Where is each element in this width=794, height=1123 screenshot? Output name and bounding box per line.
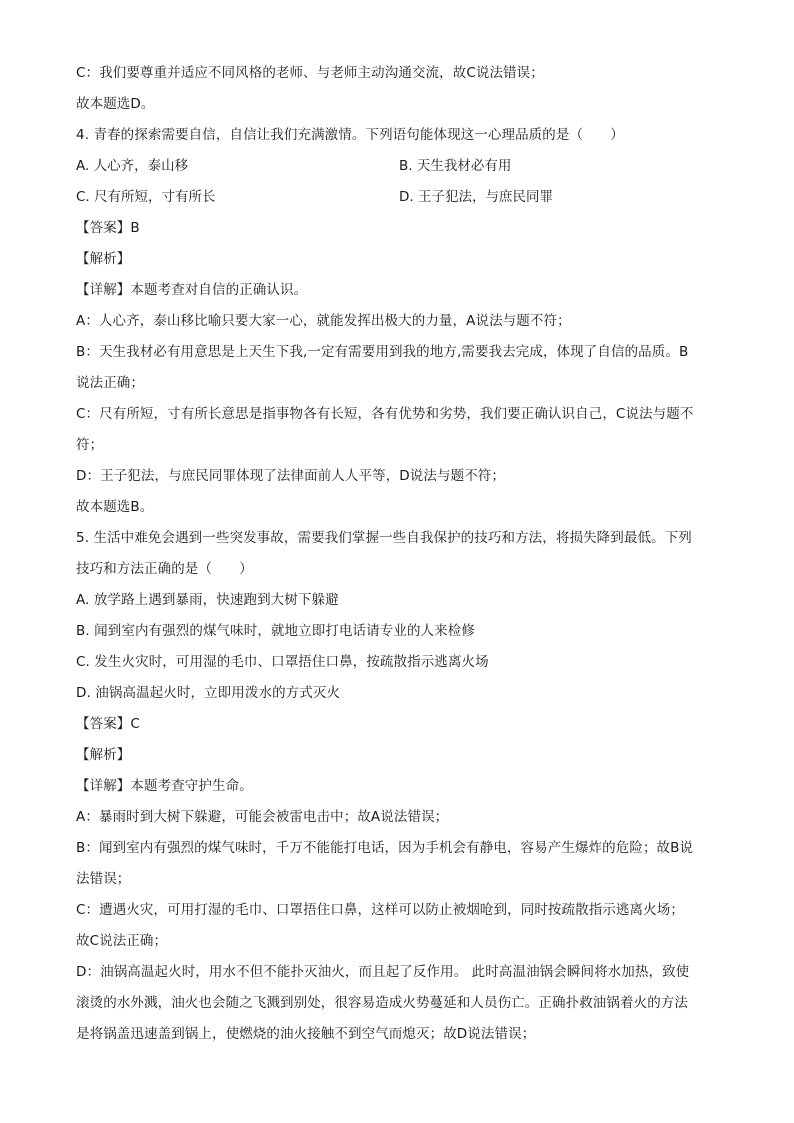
option-b: B. 闻到室内有强烈的煤气味时，就地立即打电话请专业的人来检修	[76, 623, 475, 639]
explanation-line: D：油锅高温起火时，用水不但不能扑灭油火，而且起了反作用。 此时高温油锅会瞬间将水加热，致使	[76, 964, 690, 980]
option-c: C. 发生火灾时，可用湿的毛巾、口罩捂住口鼻，按疏散指示逃离火场	[76, 654, 489, 670]
explanation-line: C：尺有所短，寸有所长意思是指事物各有长短，各有优势和劣势，我们要正确认识自己，C说法与题不	[76, 406, 694, 422]
answer-label: 【答案】B	[76, 220, 140, 236]
explanation-line: A：暴雨时到大树下躲避，可能会被雷电击中；故A说法错误；	[76, 809, 449, 825]
option-d: D. 王子犯法，与庶民同罪	[399, 189, 553, 205]
explanation-line: 故C说法正确；	[76, 933, 168, 949]
question-5-stem-cont: 技巧和方法正确的是（ ）	[76, 561, 253, 577]
text-line: C：我们要尊重并适应不同风格的老师、与老师主动沟通交流，故C说法错误；	[76, 65, 544, 81]
explanation-line: B：天生我材必有用意思是上天生下我,一定有需要用到我的地方,需要我去完成，体现了自信的品质。B	[76, 344, 689, 360]
explanation-line: A：人心齐，泰山移比喻只要大家一心，就能发挥出极大的力量，A说法与题不符；	[76, 313, 571, 329]
conclusion-line: 故本题选B。	[76, 499, 154, 515]
option-a: A. 放学路上遇到暴雨，快速跑到大树下躲避	[76, 592, 339, 608]
option-c: C. 尺有所短，寸有所长	[76, 189, 216, 205]
option-a: A. 人心齐，泰山移	[76, 158, 189, 174]
detail-line: 【详解】本题考查对自信的正确认识。	[76, 282, 308, 298]
explanation-line: 是将锅盖迅速盖到锅上，使燃烧的油火接触不到空气而熄灭；故D说法错误；	[76, 1026, 536, 1042]
analysis-label: 【解析】	[76, 251, 131, 267]
explanation-line: D：王子犯法，与庶民同罪体现了法律面前人人平等，D说法与题不符；	[76, 468, 505, 484]
question-5-stem: 5. 生活中难免会遇到一些突发事故，需要我们掌握一些自我保护的技巧和方法，将损失降到最低。下列	[76, 530, 692, 546]
option-d: D. 油锅高温起火时，立即用泼水的方式灭火	[76, 685, 341, 701]
explanation-line: 滚烫的水外溅，油火也会随之飞溅到别处，很容易造成火势蔓延和人员伤亡。正确扑救油锅着火的方法	[76, 995, 688, 1011]
explanation-line: C：遭遇火灾，可用打湿的毛巾、口罩捂住口鼻，这样可以防止被烟呛到，同时按疏散指示逃离火场；	[76, 902, 684, 918]
option-b: B. 天生我材必有用	[399, 158, 512, 174]
explanation-line: B：闻到室内有强烈的煤气味时，千万不能能打电话，因为手机会有静电，容易产生爆炸的危险；故B说	[76, 840, 694, 856]
explanation-line: 法错误；	[76, 871, 131, 887]
text-line: 故本题选D。	[76, 96, 155, 112]
answer-label: 【答案】C	[76, 716, 140, 732]
detail-line: 【详解】本题考查守护生命。	[76, 778, 253, 794]
explanation-line: 符；	[76, 437, 104, 453]
question-4-stem: 4. 青春的探索需要自信，自信让我们充满激情。下列语句能体现这一心理品质的是（ ）	[76, 127, 624, 143]
analysis-label: 【解析】	[76, 747, 131, 763]
explanation-line: 说法正确；	[76, 375, 144, 391]
